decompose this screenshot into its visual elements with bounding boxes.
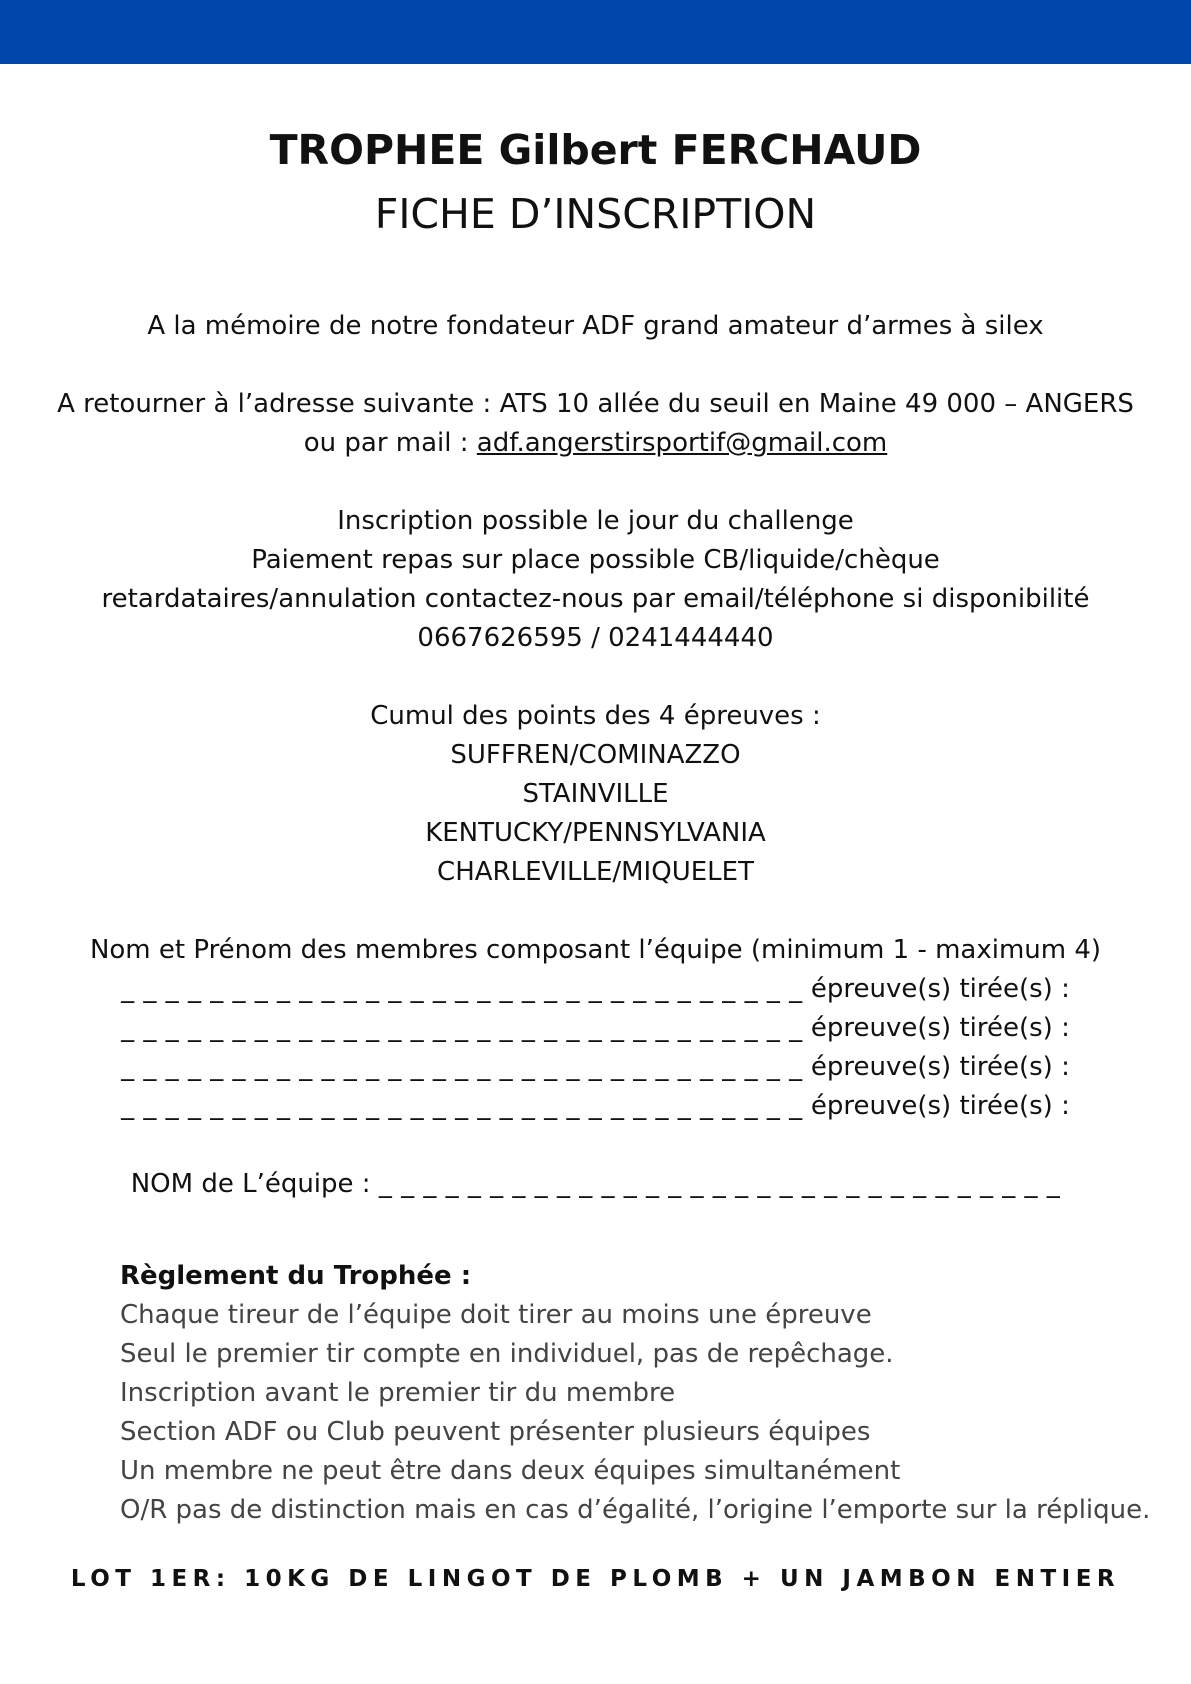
member-row [0,1009,1191,1048]
member-events-label: épreuve(s) tirée(s) : [810,1013,1070,1043]
email-link[interactable]: adf.angerstirsportif@gmail.com [476,428,888,458]
prize-line: LOT 1ER: 10KG DE LINGOT DE PLOMB + UN JAMBON ENTIER [70,1566,1121,1592]
rule-item: Section ADF ou Club peuvent présenter plusieurs équipes [120,1417,871,1447]
member-row [0,1087,1191,1126]
team-name-label: NOM de L’équipe : [130,1169,379,1199]
team-name-row [0,1165,1191,1204]
page-title: TROPHEE Gilbert FERCHAUD [269,126,922,174]
member-row [0,1048,1191,1087]
top-color-band [0,0,1191,64]
info-late: retardataires/annulation contactez-nous par email/téléphone si disponibilité [101,584,1090,614]
rule-item: Seul le premier tir compte en individuel, pas de repêchage. [120,1339,894,1369]
member-events-label: épreuve(s) tirée(s) : [810,1091,1070,1121]
rule-item: Un membre ne peut être dans deux équipes simultanément [120,1456,901,1486]
mail-prefix: ou par mail : [303,428,477,458]
member-events-label: épreuve(s) tirée(s) : [810,1052,1070,1082]
member-name-blank: _ _ _ _ _ _ _ _ _ _ _ _ _ _ _ _ _ _ _ _ _ _ _ _ _ _ _ _ _ _ _ [121,1052,803,1082]
event-item: CHARLEVILLE/MIQUELET [437,857,754,887]
event-item: KENTUCKY/PENNSYLVANIA [425,818,766,848]
rule-item: Chaque tireur de l’équipe doit tirer au moins une épreuve [120,1300,872,1330]
rules-section [120,1257,1150,1530]
rules-heading: Règlement du Trophée : [120,1261,472,1291]
member-name-blank: _ _ _ _ _ _ _ _ _ _ _ _ _ _ _ _ _ _ _ _ _ _ _ _ _ _ _ _ _ _ _ [121,1013,803,1043]
return-address: A retourner à l’adresse suivante : ATS 10 allée du seuil en Maine 49 000 – ANGERS [57,389,1134,419]
member-row [0,970,1191,1009]
info-payment: Paiement repas sur place possible CB/liquide/chèque [251,545,940,575]
rule-item: O/R pas de distinction mais en cas d’égalité, l’origine l’emporte sur la réplique. [120,1495,1151,1525]
mail-line [0,424,1191,463]
dedication-text: A la mémoire de notre fondateur ADF grand amateur d’armes à silex [147,311,1044,341]
event-item: SUFFREN/COMINAZZO [450,740,741,770]
team-name-blank: _ _ _ _ _ _ _ _ _ _ _ _ _ _ _ _ _ _ _ _ _ _ _ _ _ _ _ _ _ _ _ [378,1169,1061,1199]
info-registration: Inscription possible le jour du challenge [337,506,854,536]
member-name-blank: _ _ _ _ _ _ _ _ _ _ _ _ _ _ _ _ _ _ _ _ _ _ _ _ _ _ _ _ _ _ _ [121,974,803,1004]
members-heading: Nom et Prénom des membres composant l’équipe (minimum 1 - maximum 4) [89,935,1102,965]
event-item: STAINVILLE [522,779,669,809]
info-phones: 0667626595 / 0241444440 [417,623,774,653]
page-subtitle: FICHE D’INSCRIPTION [374,190,817,238]
member-name-blank: _ _ _ _ _ _ _ _ _ _ _ _ _ _ _ _ _ _ _ _ _ _ _ _ _ _ _ _ _ _ _ [121,1091,803,1121]
rule-item: Inscription avant le premier tir du membre [120,1378,676,1408]
events-heading: Cumul des points des 4 épreuves : [370,701,821,731]
member-events-label: épreuve(s) tirée(s) : [810,974,1070,1004]
